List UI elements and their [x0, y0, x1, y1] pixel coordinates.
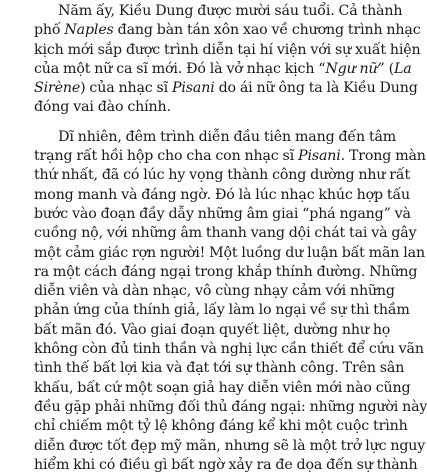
- text-run: của một nữ ca sĩ mới. Đó là vở nhạc kịch “: [34, 60, 326, 77]
- text-line: [34, 398, 427, 417]
- text-run: trạng rất hồi hộp cho cha con nhạc sĩ: [34, 148, 299, 165]
- text-line: [34, 321, 391, 340]
- paragraph-gap: [34, 118, 380, 128]
- text-line: [34, 147, 426, 166]
- text-run: phố: [34, 22, 65, 39]
- text-line: [34, 456, 418, 475]
- text-line: [34, 379, 411, 398]
- text-run: kịch mới sắp được trình diễn tại hí viện với sự xuất hiện: [34, 41, 421, 58]
- text-line: [34, 128, 397, 147]
- text-run: ra một cách đáng ngại trong khắp thính đường. Những: [34, 263, 418, 280]
- text-run: thứ nhất, đã có lúc hy vọng thành công dường như rất: [34, 167, 410, 184]
- text-line: [34, 41, 421, 60]
- text-line: [34, 359, 405, 378]
- italic-text: La: [393, 60, 412, 77]
- italic-text: Naples: [64, 22, 114, 39]
- text-line: [34, 60, 412, 79]
- text-run: một cảm giác rợn người! Một luồng dư luận bất mãn lan: [34, 244, 425, 261]
- text-run: chỉ chiếm một tỷ lệ không đáng kể khi một cuộc trình: [34, 418, 408, 435]
- text-run: đang bàn tán xôn xao về chương trình nhạc: [113, 22, 421, 39]
- italic-text: Sirène: [34, 80, 81, 97]
- text-run: tình thế bất lợi kia và đạt tới sự thành công. Trên sân: [34, 360, 405, 377]
- text-line: [34, 224, 417, 243]
- text-run: bất mãn đó. Vào giai đoạn quyết liệt, dường như họ: [34, 321, 391, 338]
- text-run: diễn được tốt đẹp mỹ mãn, nhưng sẽ là một trở lực nguy: [34, 437, 426, 454]
- text-line: [34, 282, 395, 301]
- text-run: mong manh và đáng ngờ. Đó là lúc nhạc khúc hợp tấu: [34, 186, 411, 203]
- text-run: khấu, bất cứ một soạn giả hay diễn viên mới nào cũng: [34, 379, 411, 396]
- text-run: ) của nhạc sĩ: [80, 80, 172, 97]
- paragraph: [34, 2, 421, 118]
- text-line: [34, 263, 418, 282]
- text-line: [34, 79, 418, 98]
- text-run: do ái nữ ông ta là Kiều Dung: [214, 80, 418, 97]
- text-line: [34, 437, 426, 456]
- text-line: [34, 205, 411, 224]
- text-run: ” (: [377, 60, 394, 77]
- text-line: [34, 166, 410, 185]
- text-run: cuồng nộ, với những âm thanh vang dội chát tai và gây: [34, 225, 417, 242]
- text-run: Năm ấy, Kiều Dung được mười sáu tuổi. Cả thành: [34, 3, 403, 19]
- text-line: [34, 21, 421, 40]
- paragraph: [34, 128, 427, 475]
- text-line: [34, 244, 425, 263]
- text-run: Dĩ nhiên, đêm trình diễn đầu tiên mang đến tâm: [34, 128, 397, 145]
- text-line: [34, 417, 408, 436]
- italic-text: Ngư nữ: [325, 60, 378, 77]
- text-line: [34, 186, 411, 205]
- text-line: [34, 340, 424, 359]
- italic-text: Pisani: [172, 80, 215, 97]
- text-line: [34, 2, 403, 21]
- text-line: [34, 301, 410, 320]
- text-run: không còn đủ tinh thần và nghị lực cần thiết để cứu vãn: [34, 341, 424, 358]
- text-run: hiểm khi có điều gì bất ngờ xảy ra đe dọa đến sự thành: [34, 456, 418, 473]
- body-text: [34, 2, 427, 475]
- text-line: [34, 98, 380, 117]
- text-run: bước vào đoạn đầy dẫy những âm giai “phá ngang” và: [34, 205, 411, 222]
- text-run: phản ứng của thính giả, lấy làm lo ngại về sự thì thầm: [34, 302, 410, 319]
- text-run: diễn viên và dàn nhạc, vô cùng nhạy cảm với những: [34, 283, 395, 300]
- text-run: đóng vai đào chính.: [34, 99, 171, 116]
- text-run: đều gặp phải những đối thủ đáng ngại: những người này: [34, 398, 427, 415]
- italic-text: Pisani: [298, 148, 341, 165]
- text-run: . Trong màn: [340, 148, 426, 165]
